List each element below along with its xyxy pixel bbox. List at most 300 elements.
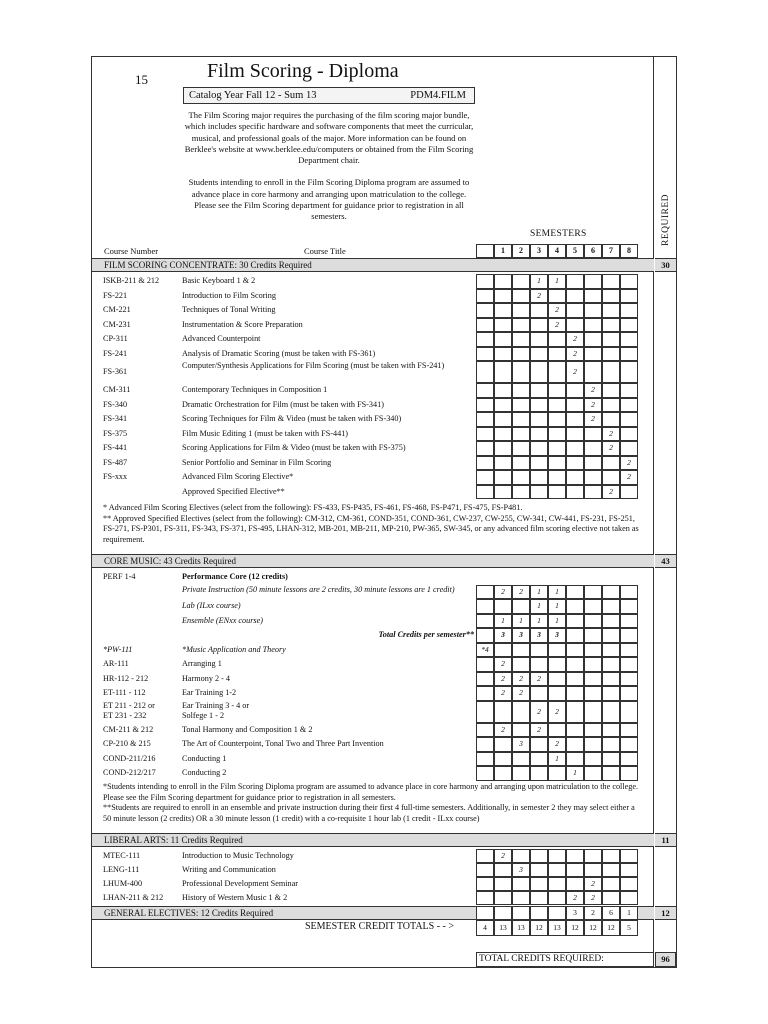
core-5-cell-7 xyxy=(602,643,620,658)
film-1-cell-3: 2 xyxy=(530,289,548,304)
film-7-cell-4 xyxy=(548,383,566,398)
core-7-cell-6 xyxy=(584,672,602,687)
course-title: Performance Core (12 credits) xyxy=(182,572,288,582)
core-7-cell-5 xyxy=(566,672,584,687)
film-5-cell-8 xyxy=(620,347,638,362)
la-2-cell-2 xyxy=(512,877,530,891)
course-code: ET-111 - 112 xyxy=(103,688,146,698)
core-1-cell-0 xyxy=(476,585,494,600)
core-12-cell-2 xyxy=(512,752,530,767)
semester-number-8: 8 xyxy=(620,244,638,258)
course-title: Arranging 1 xyxy=(182,659,222,669)
film-7-cell-1 xyxy=(494,383,512,398)
semesters-label: SEMESTERS xyxy=(530,229,587,239)
core-5-cell-6 xyxy=(584,643,602,658)
course-code: FS-241 xyxy=(103,348,128,358)
la-0-cell-4 xyxy=(548,849,566,863)
core-9-cell-4: 2 xyxy=(548,701,566,723)
page-title: Film Scoring - Diploma xyxy=(207,60,399,82)
core-2-cell-7 xyxy=(602,599,620,614)
film-12-cell-8: 2 xyxy=(620,456,638,471)
core-3-cell-7 xyxy=(602,614,620,629)
catalog-box xyxy=(183,87,475,104)
film-9-cell-1 xyxy=(494,412,512,427)
film-11-cell-0 xyxy=(476,441,494,456)
film-2-cell-0 xyxy=(476,303,494,318)
gen-electives-cell-1 xyxy=(494,906,512,920)
film-8-cell-4 xyxy=(548,398,566,413)
core-4-cell-4: 3 xyxy=(548,628,566,643)
film-2-cell-2 xyxy=(512,303,530,318)
course-title: Contemporary Techniques in Composition 1 xyxy=(182,385,328,395)
program-code: PDM4.FILM xyxy=(410,90,466,101)
course-code: *PW-111 xyxy=(103,644,133,654)
la-0-cell-2 xyxy=(512,849,530,863)
core-3-cell-5 xyxy=(566,614,584,629)
la-1-cell-5 xyxy=(566,863,584,877)
la-1-cell-3 xyxy=(530,863,548,877)
course-code: LHUM-400 xyxy=(103,879,143,888)
course-code: LHAN-211 & 212 xyxy=(103,893,164,902)
film-8-cell-7 xyxy=(602,398,620,413)
la-0-cell-8 xyxy=(620,849,638,863)
film-6-cell-0 xyxy=(476,361,494,383)
film-13-cell-6 xyxy=(584,470,602,485)
film-2-cell-1 xyxy=(494,303,512,318)
course-title-header: Course Title xyxy=(304,246,346,256)
film-6-cell-7 xyxy=(602,361,620,383)
core-13-cell-3 xyxy=(530,766,548,781)
core-1-cell-8 xyxy=(620,585,638,600)
core-13-cell-1 xyxy=(494,766,512,781)
course-code: FS-361 xyxy=(103,367,128,376)
core-9-cell-7 xyxy=(602,701,620,723)
core-3-cell-8 xyxy=(620,614,638,629)
film-8-cell-2 xyxy=(512,398,530,413)
film-7-cell-5 xyxy=(566,383,584,398)
core-11-cell-2: 3 xyxy=(512,737,530,752)
core-8-cell-2: 2 xyxy=(512,686,530,701)
film-3-cell-6 xyxy=(584,318,602,333)
core-row xyxy=(92,570,654,585)
semester-totals-cell-8: 5 xyxy=(620,920,638,936)
core-11-cell-5 xyxy=(566,737,584,752)
film-scoring-note: * Advanced Film Scoring Electives (select from the following): FS-433, FS-P435, FS-461, FS-468, FS-P471, FS-475, FS-P481. ** Approved Specified Electives (select from the following): CM-312, CM-361, COND-351, COND-361, CW-237, CW-255, CW-341, CW-441, FS-231, FS-251, FS-271, FS-P301, FS-311, FS-343, FS-371, FS-495, LHAN-312, MB-201, MB-211, MP-210, PW-365, SW-345, or any advanced film scoring elective not taken as requirement. xyxy=(103,503,639,544)
core-8-cell-8 xyxy=(620,686,638,701)
film-12-cell-2 xyxy=(512,456,530,471)
core-7-cell-1: 2 xyxy=(494,672,512,687)
film-0-cell-5 xyxy=(566,274,584,289)
core-12-cell-3 xyxy=(530,752,548,767)
film-8-cell-8 xyxy=(620,398,638,413)
film-6-cell-1 xyxy=(494,361,512,383)
core-6-cell-4 xyxy=(548,657,566,672)
film-10-cell-5 xyxy=(566,427,584,442)
film-5-cell-7 xyxy=(602,347,620,362)
course-title: Computer/Synthesis Applications for Film Scoring (must be taken with FS-241) xyxy=(182,361,445,370)
core-2-cell-0 xyxy=(476,599,494,614)
film-6-cell-8 xyxy=(620,361,638,383)
film-6-cell-6 xyxy=(584,361,602,383)
core-13-cell-7 xyxy=(602,766,620,781)
core-1-cell-2: 2 xyxy=(512,585,530,600)
course-title: Ear Training 3 - 4 or Solfege 1 - 2 xyxy=(182,700,250,720)
course-code: PERF 1-4 xyxy=(103,572,136,582)
course-title: Approved Specified Elective** xyxy=(182,486,285,496)
core-7-cell-0 xyxy=(476,672,494,687)
film-12-cell-4 xyxy=(548,456,566,471)
film-8-cell-6: 2 xyxy=(584,398,602,413)
film-12-cell-3 xyxy=(530,456,548,471)
core-9-cell-1 xyxy=(494,701,512,723)
core-1-cell-4: 1 xyxy=(548,585,566,600)
course-code: CM-231 xyxy=(103,319,131,329)
film-2-cell-7 xyxy=(602,303,620,318)
core-8-cell-0 xyxy=(476,686,494,701)
la-3-cell-0 xyxy=(476,891,494,905)
semester-totals-cell-6: 12 xyxy=(584,920,602,936)
course-title: Conducting 1 xyxy=(182,753,227,763)
course-number-header: Course Number xyxy=(104,246,159,256)
film-0-cell-7 xyxy=(602,274,620,289)
film-1-cell-2 xyxy=(512,289,530,304)
la-0-cell-6 xyxy=(584,849,602,863)
core-10-cell-7 xyxy=(602,723,620,738)
film-3-cell-2 xyxy=(512,318,530,333)
gen-electives-cell-2 xyxy=(512,906,530,920)
catalog-year: Catalog Year Fall 12 - Sum 13 xyxy=(189,90,317,101)
course-code: FS-221 xyxy=(103,290,128,300)
core-8-cell-5 xyxy=(566,686,584,701)
la-0-cell-1: 2 xyxy=(494,849,512,863)
core-5-cell-8 xyxy=(620,643,638,658)
total-credits-required-label: TOTAL CREDITS REQUIRED: xyxy=(476,952,654,967)
core-4-cell-1: 3 xyxy=(494,628,512,643)
gen-electives-cell-8: 1 xyxy=(620,906,638,920)
section-band-0 xyxy=(92,258,654,272)
film-4-cell-2 xyxy=(512,332,530,347)
gen-electives-cell-6: 2 xyxy=(584,906,602,920)
film-4-cell-5: 2 xyxy=(566,332,584,347)
core-5-cell-5 xyxy=(566,643,584,658)
film-2-cell-6 xyxy=(584,303,602,318)
core-9-cell-2 xyxy=(512,701,530,723)
core-8-cell-6 xyxy=(584,686,602,701)
film-1-cell-6 xyxy=(584,289,602,304)
course-title: Techniques of Tonal Writing xyxy=(182,305,276,315)
core-12-cell-0 xyxy=(476,752,494,767)
core-2-cell-6 xyxy=(584,599,602,614)
core-5-cell-0: *4 xyxy=(476,643,494,658)
core-2-cell-1 xyxy=(494,599,512,614)
core-8-cell-3 xyxy=(530,686,548,701)
core-5-cell-3 xyxy=(530,643,548,658)
film-0-cell-3: 1 xyxy=(530,274,548,289)
semester-number-2: 2 xyxy=(512,244,530,258)
la-1-cell-2: 3 xyxy=(512,863,530,877)
core-8-cell-1: 2 xyxy=(494,686,512,701)
film-5-cell-4 xyxy=(548,347,566,362)
gen-electives-cell-7: 6 xyxy=(602,906,620,920)
film-9-cell-6: 2 xyxy=(584,412,602,427)
la-3-cell-4 xyxy=(548,891,566,905)
course-title: Private Instruction (50 minute lessons are 2 credits, 30 minute lessons are 1 credit) xyxy=(182,584,455,594)
film-8-cell-0 xyxy=(476,398,494,413)
la-3-cell-2 xyxy=(512,891,530,905)
course-code: COND-211/216 xyxy=(103,753,156,763)
core-5-cell-1 xyxy=(494,643,512,658)
film-3-cell-0 xyxy=(476,318,494,333)
film-1-cell-4 xyxy=(548,289,566,304)
core-2-cell-2 xyxy=(512,599,530,614)
core-3-cell-0 xyxy=(476,614,494,629)
film-2-cell-8 xyxy=(620,303,638,318)
la-2-cell-7 xyxy=(602,877,620,891)
core-9-cell-5 xyxy=(566,701,584,723)
course-code: CP-210 & 215 xyxy=(103,739,151,749)
film-10-cell-7: 2 xyxy=(602,427,620,442)
semester-number-1: 1 xyxy=(494,244,512,258)
core-6-cell-7 xyxy=(602,657,620,672)
la-3-cell-8 xyxy=(620,891,638,905)
core-7-cell-7 xyxy=(602,672,620,687)
film-4-cell-3 xyxy=(530,332,548,347)
film-1-cell-5 xyxy=(566,289,584,304)
film-14-cell-2 xyxy=(512,485,530,500)
semester-totals-cell-3: 12 xyxy=(530,920,548,936)
la-1-cell-7 xyxy=(602,863,620,877)
course-title: Film Music Editing 1 (must be taken with FS-441) xyxy=(182,428,349,438)
film-0-cell-8 xyxy=(620,274,638,289)
semester-totals-cell-4: 13 xyxy=(548,920,566,936)
film-9-cell-5 xyxy=(566,412,584,427)
film-6-cell-5: 2 xyxy=(566,361,584,383)
course-title: Senior Portfolio and Seminar in Film Scoring xyxy=(182,457,332,467)
required-label-text: REQUIRED xyxy=(661,193,671,247)
section-title: GENERAL ELECTIVES: 12 Credits Required xyxy=(104,908,274,918)
film-14-cell-3 xyxy=(530,485,548,500)
core-music-note: *Students intending to enroll in the Film Scoring Diploma program are assumed to advance place in core harmony and arranging upon matriculation to the college. Please see the Film Scoring department for guidance prior to registration in all semesters. **Students are required to enroll in an ensemble and private instruction during their first 4 full-time semesters. Additionally, in semester 2 they may select either a 50 minute lesson (2 credits) OR a 30 minute lesson (1 credit) with a co-requisite 1 hour lab (1 credit - ILxx course) xyxy=(103,782,639,823)
film-0-cell-6 xyxy=(584,274,602,289)
film-4-cell-4 xyxy=(548,332,566,347)
core-4-cell-8 xyxy=(620,628,638,643)
course-code: LENG-111 xyxy=(103,865,140,874)
course-title: Writing and Communication xyxy=(182,865,276,874)
la-3-cell-1 xyxy=(494,891,512,905)
la-2-cell-1 xyxy=(494,877,512,891)
film-4-cell-6 xyxy=(584,332,602,347)
core-12-cell-8 xyxy=(620,752,638,767)
la-2-cell-8 xyxy=(620,877,638,891)
course-title: Instrumentation & Score Preparation xyxy=(182,319,303,329)
film-9-cell-3 xyxy=(530,412,548,427)
core-3-cell-2: 1 xyxy=(512,614,530,629)
la-0-cell-3 xyxy=(530,849,548,863)
core-13-cell-5: 1 xyxy=(566,766,584,781)
core-4-cell-5 xyxy=(566,628,584,643)
la-1-cell-8 xyxy=(620,863,638,877)
film-12-cell-6 xyxy=(584,456,602,471)
course-title: Analysis of Dramatic Scoring (must be taken with FS-361) xyxy=(182,348,376,358)
film-11-cell-5 xyxy=(566,441,584,456)
course-title: History of Western Music 1 & 2 xyxy=(182,893,288,902)
course-code: COND-212/217 xyxy=(103,768,156,778)
core-13-cell-2 xyxy=(512,766,530,781)
la-1-cell-6 xyxy=(584,863,602,877)
film-13-cell-5 xyxy=(566,470,584,485)
la-3-cell-7 xyxy=(602,891,620,905)
film-12-cell-7 xyxy=(602,456,620,471)
core-1-cell-1: 2 xyxy=(494,585,512,600)
film-13-cell-7 xyxy=(602,470,620,485)
core-12-cell-4: 1 xyxy=(548,752,566,767)
film-13-cell-1 xyxy=(494,470,512,485)
course-title: The Art of Counterpoint, Tonal Two and Three Part Invention xyxy=(182,739,384,749)
film-7-cell-0 xyxy=(476,383,494,398)
semester-header-blank xyxy=(476,244,494,258)
semester-number-5: 5 xyxy=(566,244,584,258)
film-8-cell-1 xyxy=(494,398,512,413)
total-credits-required-value: 96 xyxy=(655,952,676,967)
core-11-cell-0 xyxy=(476,737,494,752)
core-6-cell-1: 2 xyxy=(494,657,512,672)
section-title: LIBERAL ARTS: 11 Credits Required xyxy=(104,835,243,845)
course-title: Lab (ILxx course) xyxy=(182,601,241,611)
film-13-cell-8: 2 xyxy=(620,470,638,485)
film-2-cell-5 xyxy=(566,303,584,318)
core-10-cell-0 xyxy=(476,723,494,738)
core-13-cell-0 xyxy=(476,766,494,781)
section-title: FILM SCORING CONCENTRATE: 30 Credits Required xyxy=(104,260,312,270)
film-13-cell-4 xyxy=(548,470,566,485)
core-1-cell-3: 1 xyxy=(530,585,548,600)
film-5-cell-5: 2 xyxy=(566,347,584,362)
course-code: CM-311 xyxy=(103,385,131,395)
core-11-cell-8 xyxy=(620,737,638,752)
semester-totals-cell-0: 4 xyxy=(476,920,494,936)
course-code: FS-487 xyxy=(103,457,128,467)
la-3-cell-3 xyxy=(530,891,548,905)
core-6-cell-6 xyxy=(584,657,602,672)
course-title: Advanced Film Scoring Elective* xyxy=(182,472,294,482)
film-13-cell-3 xyxy=(530,470,548,485)
section-title: CORE MUSIC: 43 Credits Required xyxy=(104,556,236,566)
core-7-cell-8 xyxy=(620,672,638,687)
film-9-cell-2 xyxy=(512,412,530,427)
film-5-cell-0 xyxy=(476,347,494,362)
course-code: FS-xxx xyxy=(103,472,128,482)
la-3-cell-5: 2 xyxy=(566,891,584,905)
course-title: Ensemble (ENxx course) xyxy=(182,615,263,625)
course-title: Introduction to Film Scoring xyxy=(182,290,276,300)
core-11-cell-1 xyxy=(494,737,512,752)
film-8-cell-5 xyxy=(566,398,584,413)
core-13-cell-8 xyxy=(620,766,638,781)
core-13-cell-6 xyxy=(584,766,602,781)
course-title: Tonal Harmony and Composition 1 & 2 xyxy=(182,724,313,734)
film-3-cell-4: 2 xyxy=(548,318,566,333)
la-1-cell-0 xyxy=(476,863,494,877)
core-10-cell-5 xyxy=(566,723,584,738)
core-9-cell-3: 2 xyxy=(530,701,548,723)
course-code: ET 211 - 212 or ET 231 - 232 xyxy=(103,700,155,720)
film-10-cell-3 xyxy=(530,427,548,442)
film-11-cell-2 xyxy=(512,441,530,456)
core-10-cell-1: 2 xyxy=(494,723,512,738)
la-1-cell-4 xyxy=(548,863,566,877)
core-5-cell-4 xyxy=(548,643,566,658)
film-10-cell-4 xyxy=(548,427,566,442)
film-5-cell-3 xyxy=(530,347,548,362)
film-3-cell-7 xyxy=(602,318,620,333)
core-9-cell-6 xyxy=(584,701,602,723)
core-3-cell-6 xyxy=(584,614,602,629)
core-9-cell-8 xyxy=(620,701,638,723)
core-10-cell-3: 2 xyxy=(530,723,548,738)
film-4-cell-1 xyxy=(494,332,512,347)
film-9-cell-4 xyxy=(548,412,566,427)
core-13-cell-4 xyxy=(548,766,566,781)
semester-credit-totals-label: SEMESTER CREDIT TOTALS - - > xyxy=(305,921,455,932)
la-2-cell-4 xyxy=(548,877,566,891)
course-title: Scoring Techniques for Film & Video (must be taken with FS-340) xyxy=(182,414,402,424)
semester-number-6: 6 xyxy=(584,244,602,258)
film-7-cell-8 xyxy=(620,383,638,398)
core-7-cell-4 xyxy=(548,672,566,687)
intro-paragraph-2: Students intending to enroll in the Film Scoring Diploma program are assumed to advance place in core harmony and arranging upon matriculation to the college. Please see the Film Scoring department for guidance prior to registration in all semesters. xyxy=(188,177,470,222)
film-5-cell-2 xyxy=(512,347,530,362)
film-5-cell-6 xyxy=(584,347,602,362)
film-6-cell-3 xyxy=(530,361,548,383)
core-11-cell-3 xyxy=(530,737,548,752)
gen-electives-cell-3 xyxy=(530,906,548,920)
film-0-cell-4: 1 xyxy=(548,274,566,289)
film-4-cell-7 xyxy=(602,332,620,347)
section-band-1 xyxy=(92,554,654,568)
course-code: MTEC-111 xyxy=(103,851,141,860)
semester-number-7: 7 xyxy=(602,244,620,258)
film-3-cell-8 xyxy=(620,318,638,333)
film-7-cell-3 xyxy=(530,383,548,398)
course-code: CM-221 xyxy=(103,305,131,315)
gen-electives-cell-5: 3 xyxy=(566,906,584,920)
film-6-cell-4 xyxy=(548,361,566,383)
film-14-cell-6 xyxy=(584,485,602,500)
course-code: CM-211 & 212 xyxy=(103,724,154,734)
la-3-cell-6: 2 xyxy=(584,891,602,905)
gen-electives-cell-0 xyxy=(476,906,494,920)
film-12-cell-0 xyxy=(476,456,494,471)
course-title: Conducting 2 xyxy=(182,768,227,778)
film-1-cell-0 xyxy=(476,289,494,304)
semester-number-4: 4 xyxy=(548,244,566,258)
film-8-cell-3 xyxy=(530,398,548,413)
film-14-cell-5 xyxy=(566,485,584,500)
film-1-cell-8 xyxy=(620,289,638,304)
section-band-2 xyxy=(92,833,654,847)
film-4-cell-0 xyxy=(476,332,494,347)
film-11-cell-3 xyxy=(530,441,548,456)
course-code: FS-375 xyxy=(103,428,128,438)
film-1-cell-1 xyxy=(494,289,512,304)
film-2-cell-3 xyxy=(530,303,548,318)
course-code: FS-441 xyxy=(103,443,128,453)
film-11-cell-6 xyxy=(584,441,602,456)
core-2-cell-4: 1 xyxy=(548,599,566,614)
film-10-cell-6 xyxy=(584,427,602,442)
film-3-cell-1 xyxy=(494,318,512,333)
course-title: Dramatic Orchestration for Film (must be taken with FS-341) xyxy=(182,399,384,409)
